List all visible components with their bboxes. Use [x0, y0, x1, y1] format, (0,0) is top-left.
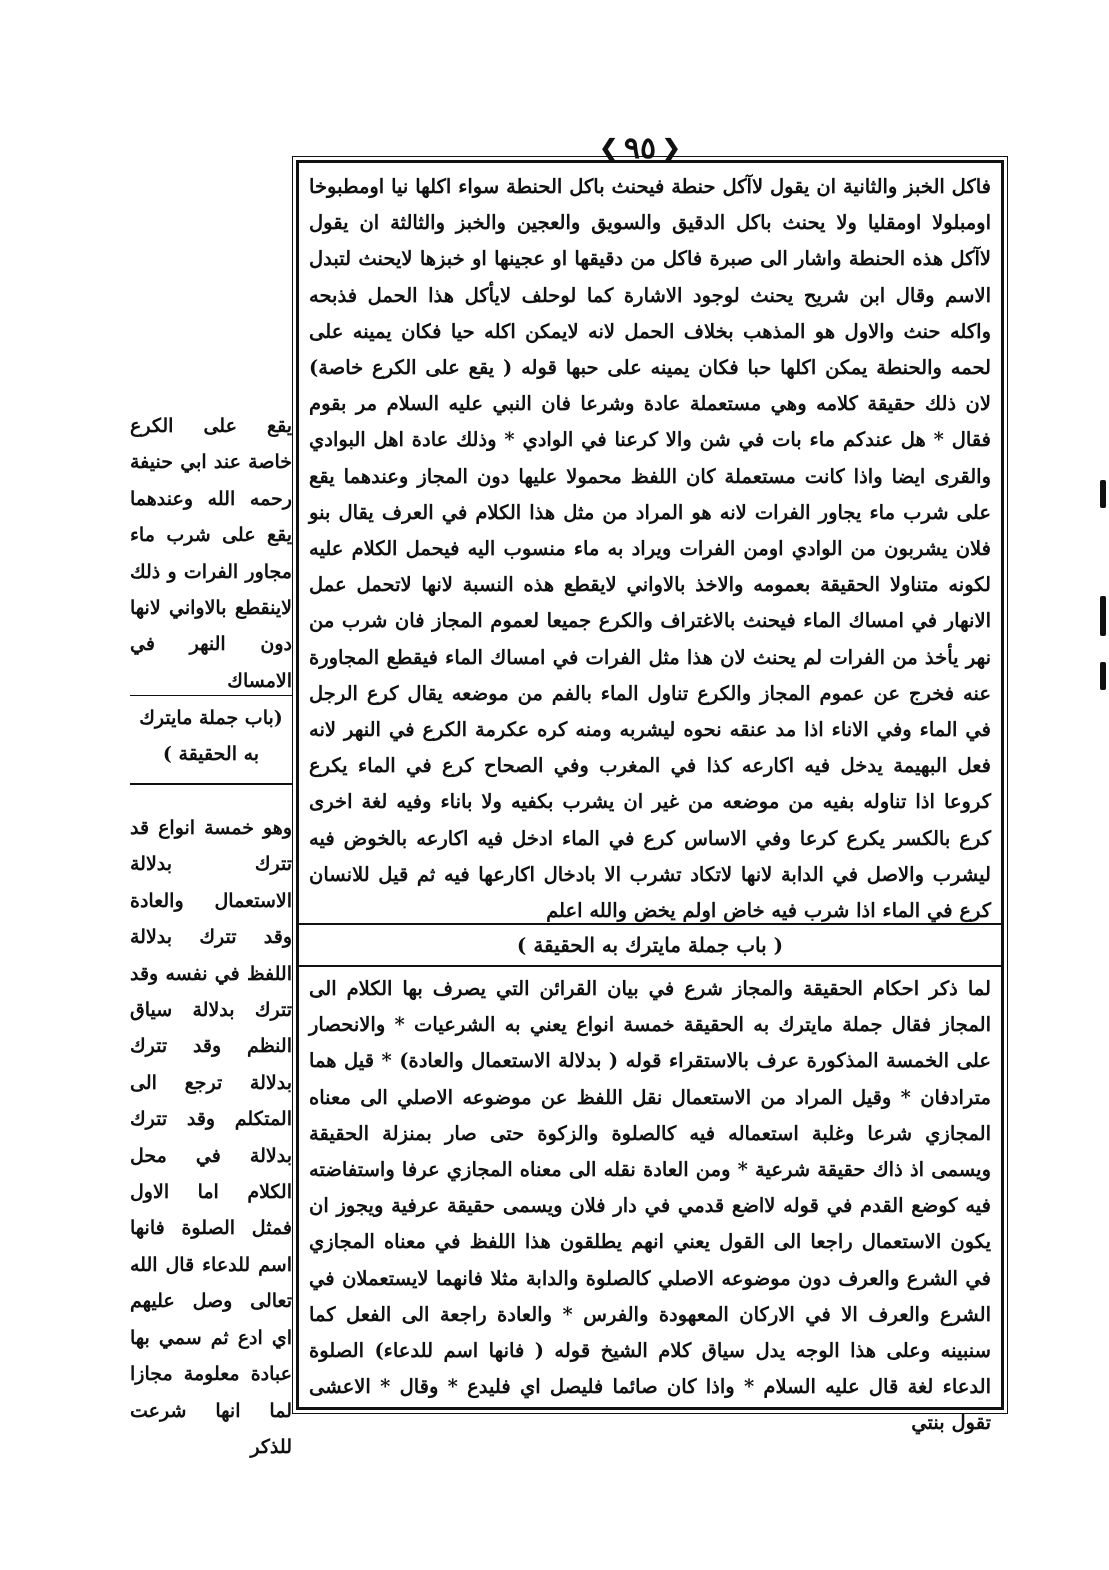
heading-rule-bottom [299, 965, 1001, 967]
scan-mark-2 [1100, 596, 1106, 636]
margin-text-a [130, 408, 292, 692]
main-text-top [309, 169, 991, 923]
main-paragraph-2: لما ذكر احكام الحقيقة والمجاز شرع في بيان القرائن التي يصرف بها الكلام الى المجاز فقال جملة مايترك به الحقيقة خمسة انواع يعني به الشرعيات * والانحصار على الخمسة المذكورة عرف بالاستقراء قوله ( بدلالة الاستعمال والعادة) * قيل هما مترادفان * وقيل المراد من الاستعمال نقل اللفظ عن موضوعه الاصلي الى معناه المجازي شرعا وغلبة استعماله فيه كالصلوة والزكوة حتى صار بمنزلة الحقيقة ويسمى اذ ذاك حقيقة شرعية * ومن العادة نقله الى معناه المجازي عرفا واستفاضته فيه كوضع القدم في قوله لااضع قدمي في دار فلان ويسمى حقيقة عرفية ويجوز ان يكون الاستعمال راجعا الى القول يعني انهم يطلقون هذا اللفظ في معناه المجازي في الشرع والعرف دون موضوعه الاصلي كالصلوة والدابة مثلا فانهما لايستعملان في الشرع والعرف الا في الاركان المعهودة والفرس * والعادة راجعة الى الفعل كما سنبينه وعلى هذا الوجه يدل سياق كلام الشيخ قوله ( فانها اسم للدعاء) الصلوة الدعاء لغة قال عليه السلام * واذا كان صائما فليصل اي فليدع * وقال * الاعشى تقول بنتي [309, 977, 991, 1435]
margin-chapter-heading: (باب جملة مايترك به الحقيقة ) [130, 695, 292, 785]
scan-mark-3 [1100, 662, 1106, 690]
margin-text-b [130, 810, 292, 1458]
main-paragraph-1: فاكل الخبز والثانية ان يقول لاآكل حنطة فيحنث باكل الحنطة سواء اكلها نيا اومطبوخا اومبلولا اومقليا ولا يحنث باكل الدقيق والسويق والعجين والخبز والثالثة ان يقول لاآكل هذه الحنطة واشار الى صبرة فاكل من دقيقها او عجينها او خبزها لايحنث لتبدل الاسم وقال ابن شريح يحنث لوجود الاشارة كما لوحلف لايأكل هذا الحمل فذبحه واكله حنث والاول هو المذهب بخلاف الحمل لانه لايمكن اكله حيا فكان يمينه على لحمه والحنطة يمكن اكلها حبا فكان يمينه على حبها قوله ( يقع على الكرع خاصة) لان ذلك حقيقة كلامه وهي مستعملة عادة وشرعا فان النبي عليه السلام مر بقوم فقال * هل عندكم ماء بات في شن والا كرعنا في الوادي * وذلك عادة اهل البوادي والقرى ايضا واذا كانت مستعملة كان اللفظ محمولا عليها دون المجاز وعندهما يقع على شرب ماء يجاور الفرات لانه هو المراد من مثل هذا الكلام في العرف يقال بنو فلان يشربون من الوادي اومن الفرات ويراد به ماء منسوب اليه فيحمل الكلام عليه لكونه متناولا الحقيقة بعمومه والاخذ بالاواني لايقطع هذه النسبة لانها لاتحمل عمل الانهار في امساك الماء فيحنث بالاغتراف والكرع جميعا لعموم المجاز فان شرب من نهر يأخذ من الفرات لم يحنث لان هذا مثل الفرات في امساك الماء فيقطع المجاورة عنه فخرج عن عموم المجاز والكرع تناول الماء بالفم من موضعه يقال كرع الرجل في الماء وفي الاناء اذا مد عنقه نحوه ليشربه ومنه كره عكرمة الكرع في النهر لانه فعل البهيمة يدخل فيه اكارعه كذا في المغرب وفي الصحاح كرع في الماء يكرع كروعا اذا تناوله بفيه من موضعه من غير ان يشرب بكفيه ولا باناء وفيه لغة اخرى كرع بالكسر يكرع كرعا وفي الاساس كرع في الماء ادخل فيه اكارعه بالخوض فيه ليشرب والاصل في الدابة لانها لاتكاد تشرب الا بادخال اكارعها فيه ثم قيل للانسان كرع في الماء اذا شرب فيه خاض اولم يخض والله اعلم [309, 175, 991, 923]
right-ornament-icon: ❯ [599, 135, 618, 161]
page-number-text: ٩٥ [623, 130, 657, 166]
scan-mark-1 [1100, 480, 1106, 508]
main-text-frame [296, 160, 1004, 1435]
chapter-heading: ( باب جملة مايترك به الحقيقة ) [516, 933, 784, 957]
margin-paragraph-b: وهو خمسة انواع قد تترك بدلالة الاستعمال والعادة وقد تترك بدلالة اللفظ في نفسه وقد تترك بدلالة سياق النظم وقد تترك بدلالة ترجع الى المتكلم وقد تترك بدلالة في محل الكلام اما الاول فمثل الصلوة فانها اسم للدعاء قال الله تعالى وصل عليهم اي ادع ثم سمي بها عبادة معلومة مجازا لما انها شرعت للذكر [130, 817, 292, 1458]
main-text-bottom [309, 971, 991, 1435]
left-ornament-icon: ❮ [662, 135, 681, 161]
margin-paragraph-a: يقع على الكرع خاصة عند ابي حنيفة رحمه الله وعندهما يقع على شرب ماء مجاور الفرات و ذلك لاينقطع بالاواني لانها دون النهر في الامساك [130, 415, 292, 692]
